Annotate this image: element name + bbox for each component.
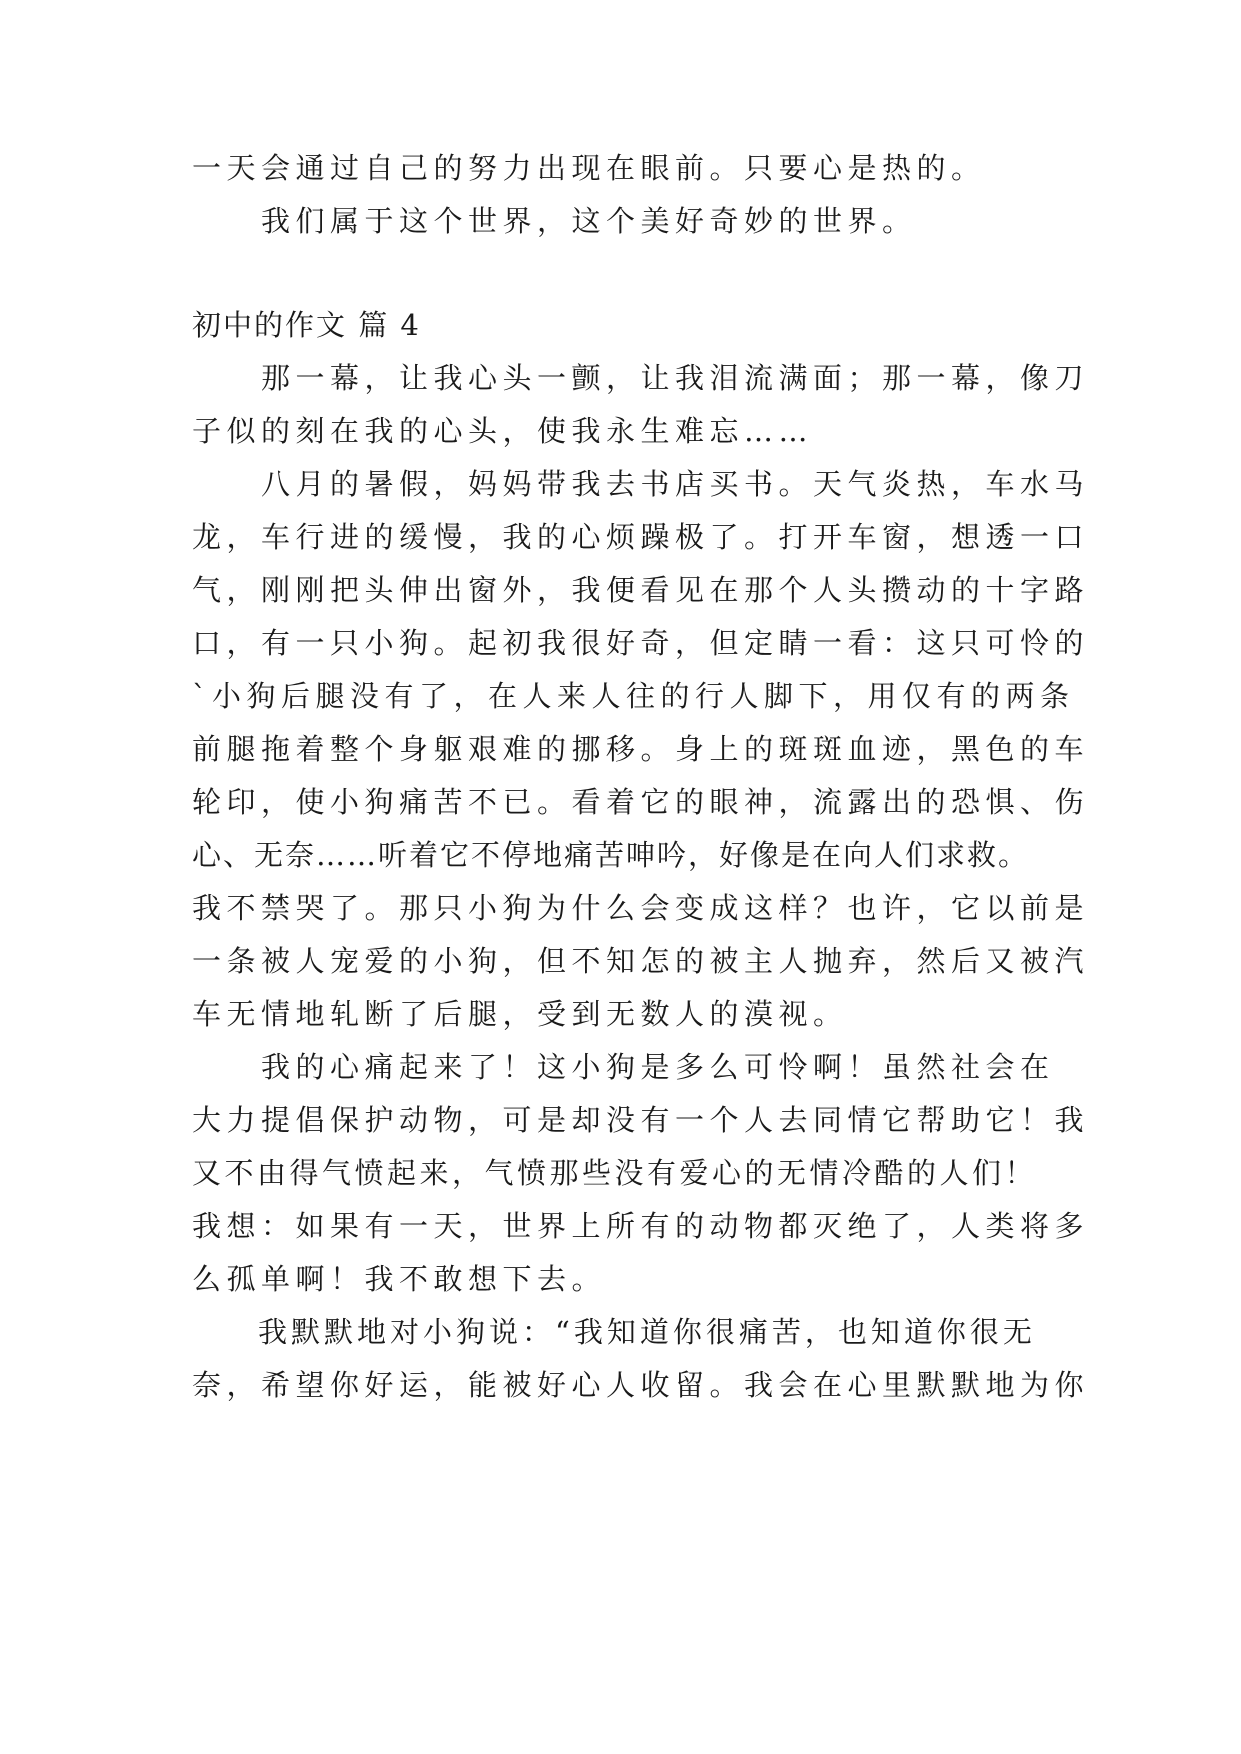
- text-line: 前腿拖着整个身躯艰难的挪移。身上的斑斑血迹，黑色的车: [192, 732, 1090, 766]
- text-line: 那一幕，让我心头一颤，让我泪流满面；那一幕，像刀: [192, 361, 1090, 395]
- text-line: 气，刚刚把头伸出窗外，我便看见在那个人头攒动的十字路: [192, 573, 1090, 607]
- text-line: 我们属于这个世界，这个美好奇妙的世界。: [192, 204, 917, 238]
- text-line: 我不禁哭了。那只小狗为什么会变成这样？也许，它以前是: [192, 891, 1090, 925]
- text-line: 奈，希望你好运，能被好心人收留。我会在心里默默地为你: [192, 1368, 1090, 1402]
- text-line: 八月的暑假，妈妈带我去书店买书。天气炎热，车水马: [192, 467, 1090, 501]
- text-line: 我默默地对小狗说：“我知道你很痛苦，也知道你很无: [192, 1315, 1036, 1349]
- text-line: 一天会通过自己的努力出现在眼前。只要心是热的。: [192, 151, 986, 185]
- text-line: 龙，车行进的缓慢，我的心烦躁极了。打开车窗，想透一口: [192, 520, 1090, 554]
- text-line: `小狗后腿没有了，在人来人往的行人脚下，用仅有的两条: [192, 679, 1075, 713]
- text-line: 一条被人宠爱的小狗，但不知怎的被主人抛弃，然后又被汽: [192, 944, 1090, 978]
- text-line: 我想：如果有一天，世界上所有的动物都灭绝了，人类将多: [192, 1209, 1090, 1243]
- text-line: 大力提倡保护动物，可是却没有一个人去同情它帮助它！我: [192, 1103, 1090, 1137]
- text-line: 子似的刻在我的心头，使我永生难忘……: [192, 414, 814, 448]
- text-line: 轮印，使小狗痛苦不已。看着它的眼神，流露出的恐惧、伤: [192, 785, 1090, 819]
- text-line: 又不由得气愤起来，气愤那些没有爱心的无情冷酷的人们！: [192, 1156, 1038, 1190]
- text-line: 我的心痛起来了！这小狗是多么可怜啊！虽然社会在: [192, 1050, 1055, 1084]
- text-line: 车无情地轧断了后腿，受到无数人的漠视。: [192, 997, 848, 1031]
- text-line: 心、无奈……听着它不停地痛苦呻吟，好像是在向人们求救。: [192, 838, 1030, 872]
- text-line: 么孤单啊！我不敢想下去。: [192, 1262, 607, 1296]
- text-line: 口，有一只小狗。起初我很好奇，但定睛一看：这只可怜的: [192, 626, 1090, 660]
- section-heading: 初中的作文 篇 4: [192, 308, 421, 342]
